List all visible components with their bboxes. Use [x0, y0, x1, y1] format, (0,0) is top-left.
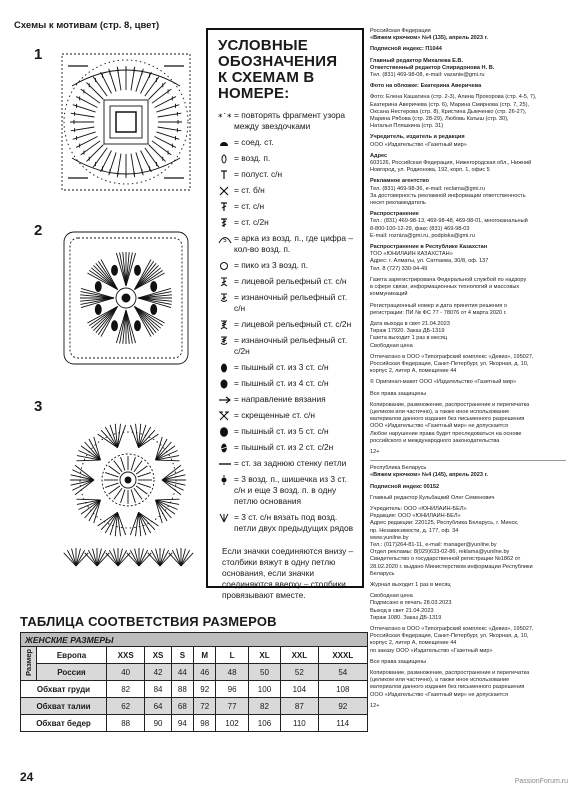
imprint-line: За достоверность рекламной информации ответственность [370, 192, 526, 199]
imprint-line: Учредитель: ООО «ЮНИЛАЙН-БЕЛ» [370, 505, 467, 512]
size-table [20, 632, 368, 732]
scheme-number-2: 2 [34, 222, 43, 239]
legend-title: УСЛОВНЫЕ ОБОЗНАЧЕНИЯ К СХЕМАМ В НОМЕРЕ: [218, 37, 338, 102]
single-crochet-icon [218, 185, 234, 196]
motif-diagram-3 [58, 398, 198, 588]
table-row [21, 647, 368, 664]
size-cell: 87 [281, 698, 318, 715]
imprint-line: «Вяжем крючком» №4 (135), апрель 2023 г. [370, 35, 488, 42]
page-number: 24 [20, 770, 34, 784]
imprint-line: ООО «Издательство «Газетный мир» [370, 141, 467, 148]
size-cell: 90 [145, 715, 171, 732]
table-row [21, 698, 368, 715]
size-cell: 72 [194, 698, 216, 715]
size-cell: XL [248, 647, 280, 664]
imprint-line: Дата выхода в свет 21.04.2023 [370, 320, 450, 327]
size-table-title: ТАБЛИЦА СООТВЕТСТВИЯ РАЗМЕРОВ [20, 614, 277, 629]
motif-stitch [156, 460, 180, 461]
imprint-line: Главный редактор Кульбацкий Олег Семенович [370, 494, 495, 501]
imprint-line: Журнал выходит 1 раз в месяц [370, 582, 451, 588]
table-row [21, 715, 368, 732]
motif-stitch [77, 460, 101, 461]
back-loop-icon [218, 458, 234, 469]
size-cell: 106 [248, 715, 280, 732]
size-cell: 62 [107, 698, 145, 715]
size-row-label: Россия [37, 664, 107, 681]
size-cell: XXS [107, 647, 145, 664]
size-cell: 96 [216, 681, 248, 698]
legend-item [218, 512, 354, 534]
size-cell: XS [145, 647, 171, 664]
legend-item-text: = ст. с/н [234, 201, 265, 211]
legend-item-text: = пышный ст. из 2 ст. с/2н [234, 442, 334, 452]
treble-crochet-icon [218, 217, 234, 228]
imprint-line: Российская Федерация, Санкт-Петербург, ул. Якорная, д. 10, [370, 633, 529, 640]
imprint-line: Копирование, размножение, распространение и перепечатка [370, 670, 530, 677]
imprint-line: Рекламное агентство [370, 178, 430, 185]
size-cell: 104 [281, 681, 318, 698]
imprint-line: российского и международного законодательства [370, 437, 500, 444]
imprint-line: по заказу ООО «Издательство «Газетный мир» [370, 647, 493, 654]
watermark: PassionForum.ru [514, 778, 568, 785]
imprint-line: Все права защищены [370, 658, 427, 665]
imprint-line: Выход в свет 21.04.2023 [370, 607, 434, 614]
size-cell: 50 [248, 664, 280, 681]
svg-text:*˙*: *˙* [218, 112, 232, 121]
size-cell: 84 [145, 681, 171, 698]
size-cell: 68 [171, 698, 193, 715]
size-cell: 42 [145, 664, 171, 681]
imprint-line: материалов данного издания без письменного разрешения [370, 416, 525, 423]
bump-icon [218, 474, 234, 485]
imprint-line: несет рекламодатель [370, 200, 426, 207]
size-cell: 44 [171, 664, 193, 681]
legend-item [218, 394, 354, 405]
imprint-line: 8-800-100-12-29, факс (831) 469-98-03 [370, 225, 470, 232]
imprint-line: Новгород, ул. Родионова, 192, корп. 1, офис 5 [370, 167, 490, 174]
size-cell: 108 [318, 681, 367, 698]
imprint-line: 28.02.2020 г. выдано Министерством информации Республики [370, 563, 533, 570]
direction-arrow-icon [218, 394, 234, 405]
imprint-line: Копирование, размножение, распространение и перепечатка [370, 401, 530, 408]
imprint-line: Все права защищены [370, 390, 427, 397]
legend-item-text: = 3 возд. п., шишечка из 3 ст. с/н и еще 3 возд. п. в одну петлю основания [234, 474, 347, 506]
size-row-label: Обхват груди [21, 681, 107, 698]
size-cell: 52 [281, 664, 318, 681]
size-cell: L [216, 647, 248, 664]
motif-stitch [120, 310, 126, 344]
legend-item [218, 137, 354, 148]
double-crochet-icon [218, 201, 234, 212]
legend-item [218, 233, 354, 255]
front-post-tr-icon [218, 319, 234, 330]
legend-item-text: = 3 ст. с/н вязать под возд. петли двух предыдущих рядов [234, 512, 354, 533]
imprint-line: ООО «Издательство «Газетный мир» не допускается [370, 423, 508, 430]
half-double-icon [218, 169, 234, 180]
legend-item [218, 276, 354, 287]
imprint-line: Распространение [370, 211, 419, 218]
size-cell: 88 [107, 715, 145, 732]
puff-4-dc-icon [218, 378, 234, 389]
imprint-line: пр. Независимости, д. 177, оф. 34 [370, 527, 459, 534]
imprint-line: Екатерина Аверичева (стр. 6), Марина Смирнова (стр. 7, 25), [370, 101, 530, 108]
imprint-line: Свидетельство о государственной регистрации №1862 от [370, 556, 521, 563]
legend-item [218, 169, 354, 180]
imprint-line: Марина Рябова (стр. 28-29), Любовь Катыш (стр. 30), [370, 116, 509, 123]
imprint-column [370, 28, 566, 710]
joined-dc-icon [218, 512, 234, 523]
imprint-line: Подписной индекс 00152 [370, 483, 440, 490]
imprint-line: Тел.: (831) 469-98-13, 469-98-48, 469-98-01, многоканальный [370, 218, 528, 225]
imprint-line: © Оригинал-макет ООО «Издательство «Газетный мир» [370, 379, 517, 386]
imprint-line: Российская Федерация [370, 28, 431, 34]
motif-stitch [121, 490, 125, 503]
legend-item-text: = ст. с/2н [234, 217, 269, 227]
legend-item-text: = пышный ст. из 5 ст. с/н [234, 426, 329, 436]
legend-item [218, 426, 354, 437]
legend-item-text: = лицевой рельефный ст. с/2н [234, 319, 352, 329]
size-row-label: Обхват бедер [21, 715, 107, 732]
size-cell: 46 [194, 664, 216, 681]
legend-item-text: = направление вязания [234, 394, 326, 404]
imprint-line: Наталья Пляшкина (стр. 31) [370, 123, 444, 130]
size-cell: 110 [281, 715, 318, 732]
imprint-line: коммуникаций [370, 291, 408, 298]
motif-puff [134, 265, 140, 275]
legend-item [218, 260, 354, 271]
size-cell: 114 [318, 715, 367, 732]
size-cell: 82 [248, 698, 280, 715]
imprint-line: Редакция: ООО «ЮНИЛАЙН-БЕЛ» [370, 513, 461, 520]
imprint-line: корпус 2, литер А, помещение 44 [370, 640, 457, 647]
table-row [21, 681, 368, 698]
imprint-line: Подписано в печать 28.03.2023 [370, 600, 452, 607]
legend-item [218, 335, 354, 357]
legend-note: Если значки соединяются внизу – столбики вяжут в одну петлю основания, если значки соединяются вверху – столбики провязывают вместе. [222, 546, 354, 600]
imprint-line: Тел. (831) 469-98-36, e-mail: reclama@gmi.ru [370, 185, 486, 192]
table-row [21, 664, 368, 681]
size-cell: 92 [194, 681, 216, 698]
legend-item-text: = повторять фрагмент узора между звездочками [234, 110, 346, 131]
imprint-line: Учредитель, издатель и редакция [370, 134, 465, 141]
imprint-line: Тел. 8 (727) 330-94-49 [370, 265, 428, 272]
imprint-line: 12+ [370, 448, 380, 455]
legend-item [218, 110, 354, 132]
picot-icon [218, 260, 234, 271]
motif-stitch [131, 490, 135, 503]
chain-arch-icon [218, 233, 234, 244]
legend-item [218, 378, 354, 389]
size-cell: 40 [107, 664, 145, 681]
size-cell: 102 [216, 715, 248, 732]
slip-stitch-icon [218, 137, 234, 148]
imprint-line: корпус 2, литер А, помещение 44 [370, 368, 457, 375]
motif-puff [151, 304, 157, 314]
motif-puff [95, 304, 101, 314]
imprint-line: Подписной индекс: П1044 [370, 46, 442, 53]
size-cell: 54 [318, 664, 367, 681]
imprint-line: ТОО «ЮНИЛАЙН КАЗАХСТАН» [370, 251, 453, 258]
motif-diagram-1 [58, 46, 194, 196]
legend-item [218, 362, 354, 373]
imprint-line: регистрации: ПИ № ФС 77 - 78076 от 4 марта 2020 г. [370, 309, 507, 316]
imprint-line: (целиком или частично), а также иное использование [370, 677, 510, 684]
legend-item [218, 474, 354, 507]
legend-item [218, 292, 354, 314]
motif-puff [151, 282, 157, 292]
back-post-tr-icon [218, 335, 234, 346]
size-cell: 92 [318, 698, 367, 715]
motif-diagram-2 [58, 222, 194, 372]
legend-item [218, 201, 354, 212]
legend-item-text: = пышный ст. из 4 ст. с/н [234, 378, 329, 388]
imprint-line: Газета выходит 1 раз в месяц [370, 335, 448, 342]
imprint-line: материалов данного издания без письменного разрешения [370, 684, 525, 691]
imprint-line: Тираж 17920. Заказ ДБ-1319 [370, 328, 445, 335]
legend-item-text: = лицевой рельефный ст. с/н [234, 276, 347, 286]
legend-list [218, 110, 354, 534]
scheme-number-1: 1 [34, 46, 43, 63]
motif-stitch [98, 434, 118, 447]
size-cell: 98 [194, 715, 216, 732]
imprint-line: Тел. (831) 469-98-08, e-mail: vazanie@gmi.ru [370, 72, 485, 79]
imprint-line: 603126, Российская Федерация, Нижегородская обл., Нижний [370, 160, 532, 167]
puff-2-tr-icon [218, 442, 234, 453]
imprint-line: Республика Беларусь [370, 465, 427, 472]
imprint-line: Газета зарегистрирована Федеральной службой по надзору [370, 276, 527, 283]
motif-stitch [105, 483, 118, 487]
imprint-line: Фото: Елена Кашатина (стр. 2-3), Алина Прохорова (стр. 4-5, 7), [370, 94, 537, 101]
legend-item-text: = полуст. с/н [234, 169, 283, 179]
imprint-belarus [370, 465, 566, 710]
size-row-label: Обхват талии [21, 698, 107, 715]
puff-5-dc-icon [218, 426, 234, 437]
legend-item [218, 458, 354, 469]
imprint-russia [370, 28, 566, 456]
motif-puff [112, 265, 118, 275]
imprint-line: Ответственный редактор Спиридонова Н. В. [370, 64, 495, 71]
imprint-line: Отпечатано в ООО «Типографский комплекс «Девиз», 195027, [370, 353, 534, 360]
crossed-dc-icon [218, 410, 234, 421]
legend-item [218, 442, 354, 453]
legend-item-text: = возд. п. [234, 153, 271, 163]
imprint-line: Адрес редакции: 220125, Республика Беларусь, г. Минск, [370, 520, 519, 527]
imprint-line: Фото на обложке: Екатерина Аверичева [370, 83, 482, 90]
motif-stitch [131, 457, 135, 470]
imprint-line: 12+ [370, 702, 380, 709]
imprint-line: Регистрационный номер и дата принятия решения о [370, 302, 507, 309]
imprint-line: «Вяжем крючком» №4 (145), апрель 2023 г. [370, 472, 488, 479]
motif-stitch [138, 292, 172, 298]
motif-stitch [138, 483, 151, 487]
size-cell: XXL [281, 647, 318, 664]
imprint-line: E-mail: rozniza@gmi.ru, podpiska@gmi.ru [370, 232, 475, 239]
legend-item-text: = изнаночный рельефный ст. с/2н [234, 335, 348, 356]
imprint-line: www.yunilne.by [370, 534, 409, 541]
legend-item-text: = ст. б/н [234, 185, 265, 195]
motif-stitch [138, 298, 172, 304]
motif-stitch [139, 434, 159, 447]
legend-item [218, 153, 354, 164]
svg-text:5: 5 [223, 236, 227, 244]
size-cell: 64 [145, 698, 171, 715]
size-cell: 100 [248, 681, 280, 698]
motif-stitch [80, 298, 114, 304]
motif-puff [95, 282, 101, 292]
legend-item-text: = пышный ст. из 3 ст. с/н [234, 362, 329, 372]
motif-puff [134, 321, 140, 331]
imprint-line: Адрес [370, 152, 388, 159]
imprint-line: Оксана Нестерова (стр. 8), Кристина Дымченко (стр. 26-27), [370, 108, 527, 115]
imprint-line: Отдел рекламы: 8(029)633-02-86, reklama@yunilne.by [370, 549, 510, 556]
imprint-line: Распространение в Республике Казахстан [370, 244, 488, 251]
imprint-divider [370, 460, 566, 461]
size-cell: 82 [107, 681, 145, 698]
size-cell: S [171, 647, 193, 664]
legend-item-text: = ст. за заднюю стенку петли [234, 458, 347, 468]
motif-puff [112, 321, 118, 331]
imprint-line: Свободная цена [370, 342, 413, 349]
legend-item [218, 185, 354, 196]
puff-3-dc-icon [218, 362, 234, 373]
legend-item [218, 217, 354, 228]
motif-stitch [121, 457, 125, 470]
imprint-line: Беларусь [370, 570, 395, 577]
imprint-line: Отпечатано в ООО «Типографский комплекс «Девиз», 195027, [370, 626, 534, 633]
size-row-label: Европа [37, 647, 107, 664]
imprint-line: Тираж 1080. Заказ ДБ-1319 [370, 614, 442, 621]
size-cell: 77 [216, 698, 248, 715]
scheme-number-3: 3 [34, 398, 43, 415]
legend-item-text: = изнаночный рельефный ст. с/н [234, 292, 348, 313]
size-cell: 88 [171, 681, 193, 698]
motif-stitch [126, 310, 132, 344]
size-cell: M [194, 647, 216, 664]
motif-stitch [80, 292, 114, 298]
motif-stitch [105, 473, 118, 477]
repeat-stars-icon [218, 110, 234, 121]
size-row-group-label: Размер [21, 647, 37, 681]
motif-stitch [77, 499, 101, 500]
size-table-subtitle: ЖЕНСКИЕ РАЗМЕРЫ [21, 633, 368, 647]
motif-stitch [120, 252, 126, 286]
chain-icon [218, 153, 234, 164]
imprint-line: Адрес: г. Алматы, ул. Сатпаева, 30/8, оф. 137 [370, 258, 489, 265]
imprint-line: Российская Федерация, Санкт-Петербург, ул. Якорная, д. 10, [370, 360, 529, 367]
back-post-dc-icon [218, 292, 234, 303]
imprint-line: Тел.: (017)264-81-11, e-mail: manager@yunilne.by [370, 541, 497, 548]
size-cell: XXXL [318, 647, 367, 664]
size-cell: 48 [216, 664, 248, 681]
legend-item-text: = арка из возд. п., где цифра – кол-во возд. п. [234, 233, 354, 254]
legend-box [206, 28, 364, 600]
schemes-title: Схемы к мотивам (стр. 8, цвет) [14, 20, 160, 31]
legend-item [218, 319, 354, 330]
front-post-dc-icon [218, 276, 234, 287]
imprint-line: Свободная цена [370, 593, 413, 600]
imprint-line: (целиком или частично), а также иное использование [370, 408, 510, 415]
imprint-line: в сфере связи, информационных технологий и массовых [370, 284, 520, 291]
legend-item-text: = соед. ст. [234, 137, 274, 147]
size-cell: 94 [171, 715, 193, 732]
legend-item [218, 410, 354, 421]
imprint-line: ООО «Издательство «Газетный мир» не допускается [370, 691, 508, 698]
motif-stitch [126, 252, 132, 286]
imprint-line: Главный редактор Михалева Е.В. [370, 57, 464, 64]
legend-item-text: = скрещенные ст. с/н [234, 410, 315, 420]
imprint-line: Любое нарушение права будет преследоваться на основе [370, 430, 522, 437]
motif-stitch [138, 473, 151, 477]
motif-stitch [156, 499, 180, 500]
legend-item-text: = пико из 3 возд. п. [234, 260, 308, 270]
